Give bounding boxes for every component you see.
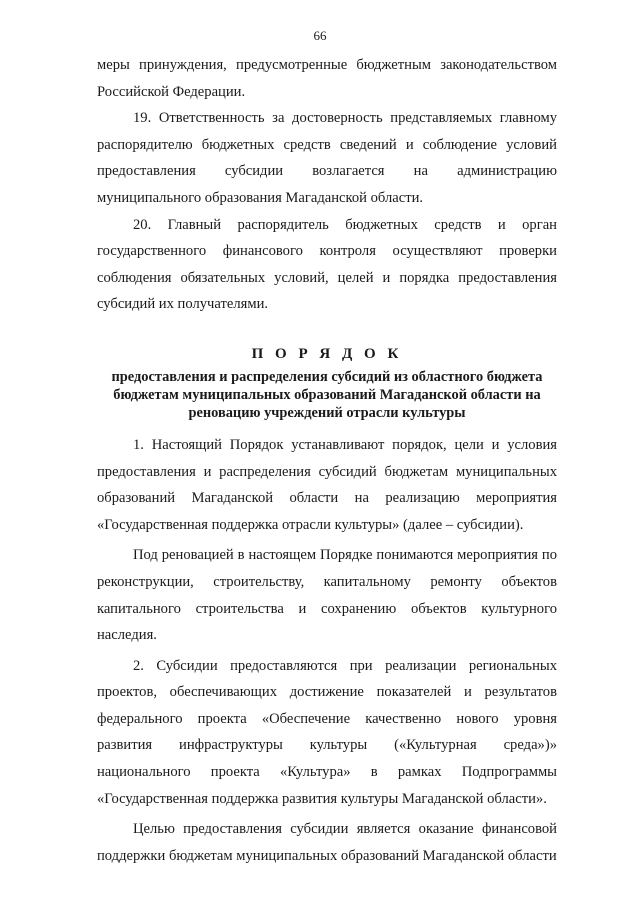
section-title: П О Р Я Д О К — [251, 345, 403, 362]
paragraph-renovation-definition: Под реновацией в настоящем Порядке понимаются мероприятия по реконструкции, строительству, капитальному ремонту объектов капитального строительства и сохранению объектов культурного наследия. — [97, 547, 557, 644]
paragraph-item-2: 2. Субсидии предоставляются при реализации региональных проектов, обеспечивающих достижение показателей и результатов федерального проекта «Обеспечение качественно нового уровня развития инфраструктуры культуры («Культурная среда»)» национального проекта «Культура» в рамках Подпрограммы «Государственная поддержка развития культуры Магаданской области». — [97, 657, 557, 807]
document-body — [97, 52, 557, 869]
page-number: 66 — [313, 28, 327, 43]
paragraph-subsidy-purpose: Целью предоставления субсидии является оказание финансовой поддержки бюджетам муниципальных образований Магаданской области — [97, 821, 557, 864]
paragraph-continuation: меры принуждения, предусмотренные бюджетным законодательством Российской Федерации. — [97, 57, 557, 100]
paragraph-item-19: 19. Ответственность за достоверность представляемых главному распорядителю бюджетных средств сведений и соблюдение условий предоставления субсидии возлагается на администрацию муниципального образования Магаданской области. — [97, 110, 557, 206]
paragraph-item-20: 20. Главный распорядитель бюджетных средств и орган государственного финансового контроля осуществляют проверки соблюдения обязательных условий, целей и порядка предоставления субсидий их получателями. — [97, 216, 557, 313]
section-subtitle: предоставления и распределения субсидий из областного бюджета бюджетам муниципальных образований Магаданской области на реновацию учреждений отрасли культуры — [111, 368, 543, 421]
paragraph-item-1: 1. Настоящий Порядок устанавливают порядок, цели и условия предоставления и распределения субсидий бюджетам муниципальных образований Магаданской области на реализацию мероприятия «Государственная поддержка отрасли культуры» (далее – субсидии). — [97, 436, 557, 533]
